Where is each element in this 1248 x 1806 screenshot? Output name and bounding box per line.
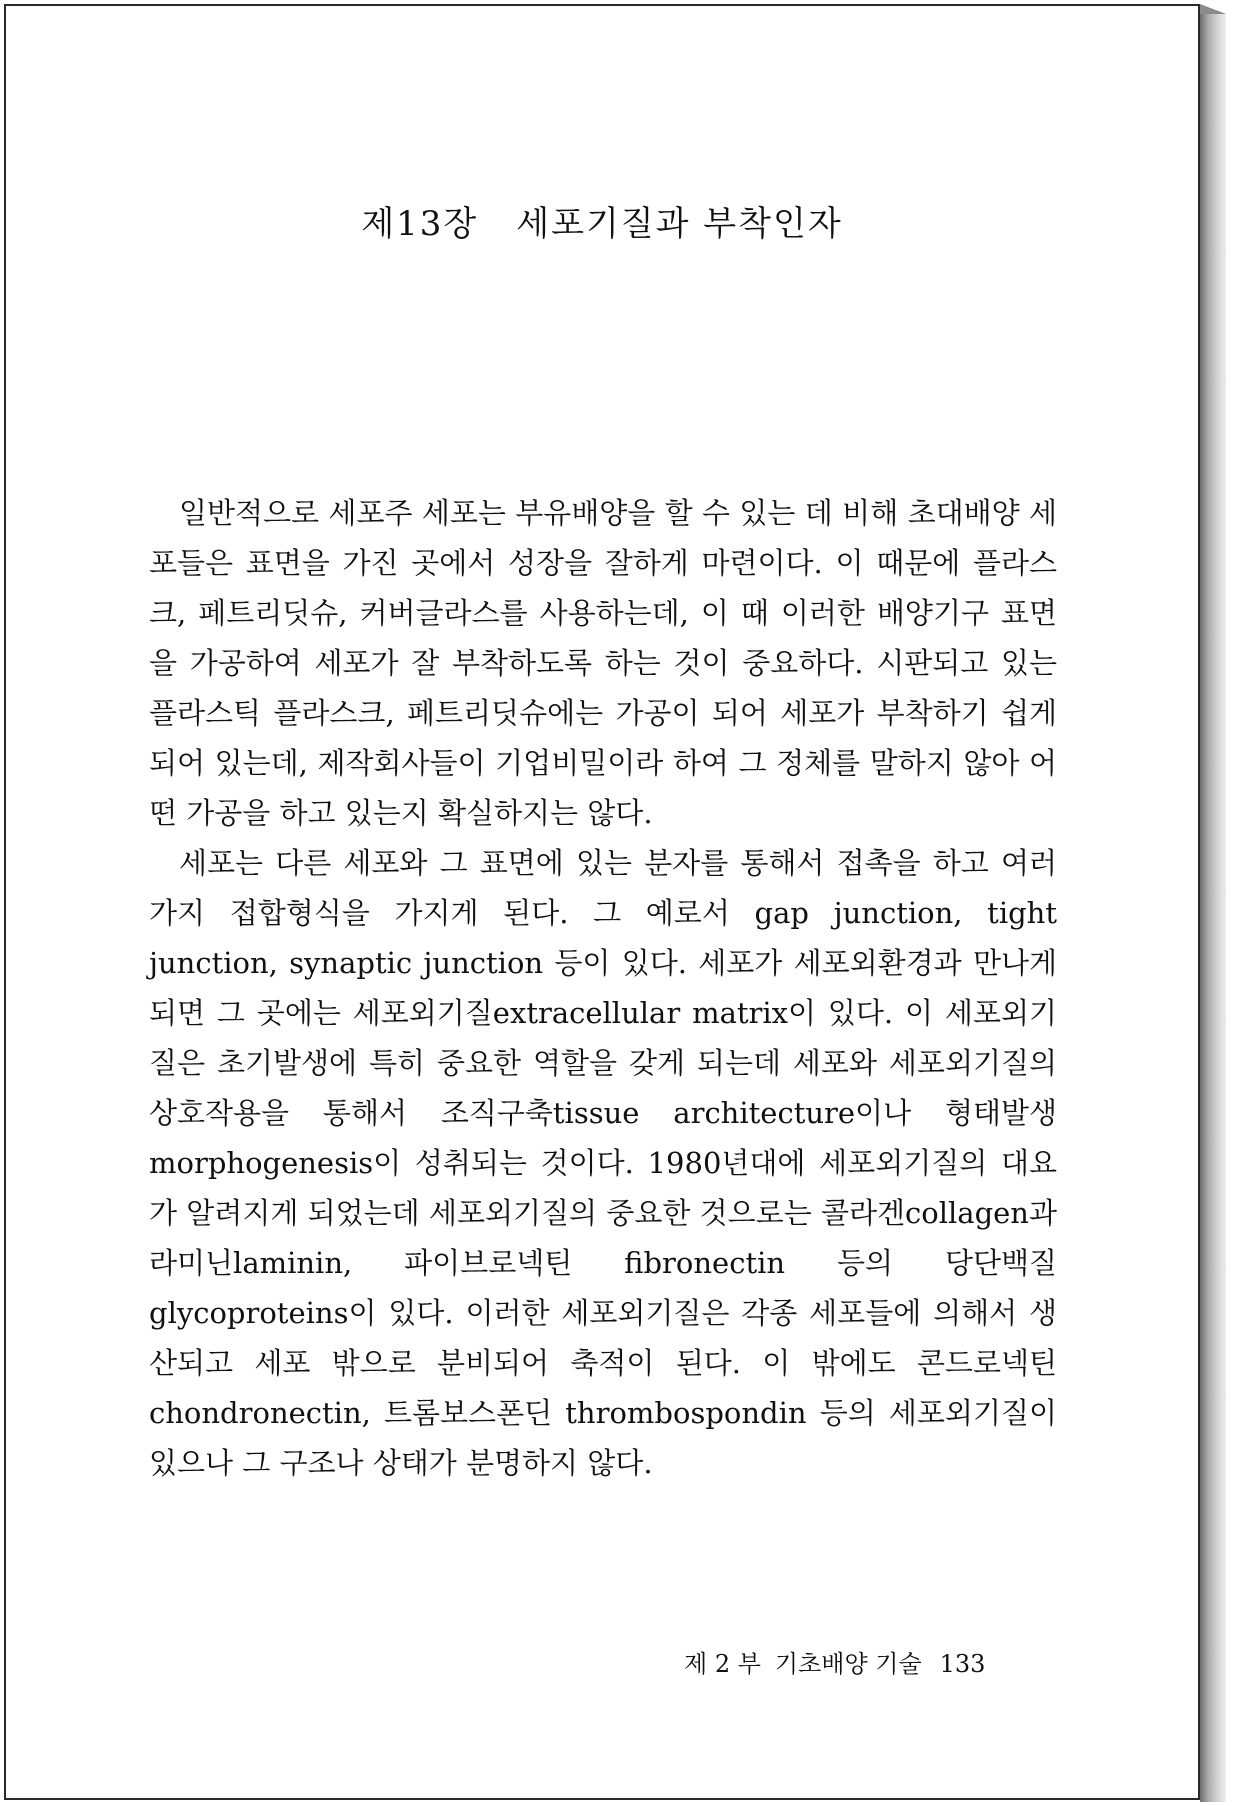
paragraph-1: 일반적으로 세포주 세포는 부유배양을 할 수 있는 데 비해 초대배양 세포들은 표면을 가진 곳에서 성장을 잘하게 마련이다. 이 때문에 플라스크, 페트리딧슈, 커버글라스를 사용하는데, 이 때 이러한 배양기구 표면을 가공하여 세포가 잘 부착하도록 하는 것이 중요하다. 시판되고 있는 플라스틱 플라스크, 페트리딧슈에는 가공이 되어 세포가 부착하기 쉽게 되어 있는데, 제작회사들이 기업비밀이라 하여 그 정체를 말하지 않아 어떤 가공을 하고 있는지 확실하지는 않다. xyxy=(149,496,1057,830)
body-text xyxy=(149,488,1057,1488)
paragraph-2: 세포는 다른 세포와 그 표면에 있는 분자를 통해서 접촉을 하고 여러 가지 접합형식을 가지게 된다. 그 예로서 gap junction, tight junction, synaptic junction 등이 있다. 세포가 세포외환경과 만나게 되면 그 곳에는 세포외기질extracellular matrix이 있다. 이 세포외기질은 초기발생에 특히 중요한 역할을 갖게 되는데 세포와 세포외기질의 상호작용을 통해서 조직구축tissue architecture이나 형태발생morphogenesis이 성취되는 것이다. 1980년대에 세포외기질의 대요가 알려지게 되었는데 세포외기질의 중요한 것으로는 콜라겐collagen과 라미닌laminin, 파이브로넥틴 fibronectin 등의 당단백질glycoproteins이 있다. 이러한 세포외기질은 각종 세포들에 의해서 생산되고 세포 밖으로 분비되어 축적이 된다. 이 밖에도 콘드로넥틴chondronectin, 트롬보스폰딘 thrombospondin 등의 세포외기질이 있으나 그 구조나 상태가 분명하지 않다. xyxy=(149,846,1057,1480)
running-footer xyxy=(684,1644,985,1679)
chapter-title xyxy=(6,196,1198,245)
footer-part: 제 2 부 xyxy=(684,1650,761,1678)
chapter-number: 제13장 xyxy=(361,204,479,244)
chapter-name: 세포기질과 부착인자 xyxy=(516,204,843,244)
page-edge-shadow xyxy=(1200,14,1226,1802)
footer-section: 기초배양 기술 xyxy=(774,1650,922,1678)
page-sheet xyxy=(4,4,1200,1800)
page-number: 133 xyxy=(939,1650,986,1678)
page-edge-corner xyxy=(1200,4,1226,14)
